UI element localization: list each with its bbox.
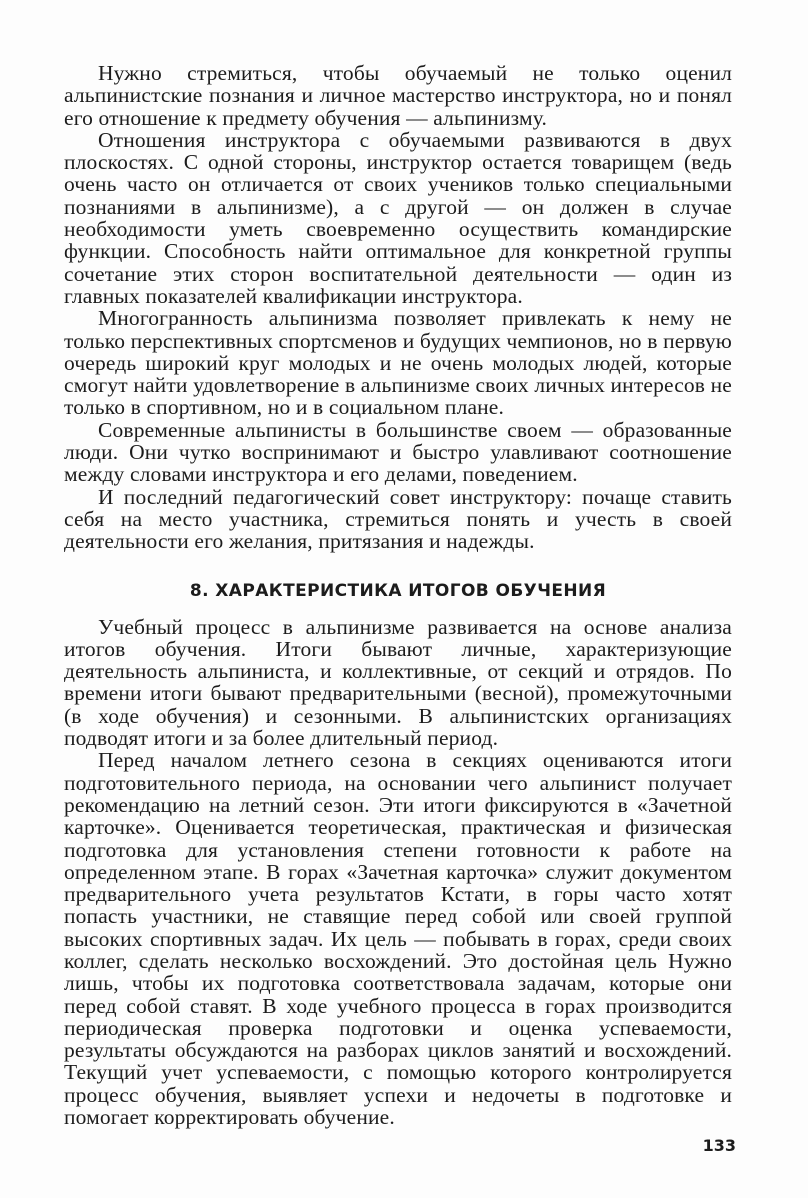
paragraph: Нужно стремиться, чтобы обучаемый не только оценил альпинистские познания и личное мастерство инструктора, но и понял его отношение к предмету обучения — альпинизму.	[64, 61, 732, 130]
paragraph: Отношения инструктора с обучаемыми развиваются в двух плоскостях. С одной стороны, инструктор остается товарищем (ведь очень часто он отличается от своих учеников только специальными познаниями в альпинизме), а с другой — он должен в случае необходимости уметь своевременно осуществить командирские функции. Способность найти оптимальное для конкретной группы сочетание этих сторон воспитательной деятельности — один из главных показателей квалификации инструктора.	[64, 127, 732, 308]
page-body	[64, 62, 732, 1128]
paragraph: И последний педагогический совет инструктору: почаще ставить себя на место участника, стремиться понять и учесть в своей деятельности его желания, притязания и надежды.	[64, 484, 732, 554]
page-number: 133	[702, 1136, 736, 1155]
section-heading: 8. ХАРАКТЕРИСТИКА ИТОГОВ ОБУЧЕНИЯ	[189, 580, 607, 601]
paragraph: Перед началом летнего сезона в секциях оцениваются итоги подготовительного периода, на основании чего альпинист получает рекомендацию на летний сезон. Эти итоги фиксируются в «Зачетной карточке». Оценивается теоретическая, практическая и физическая подготовка для установления степени готовности к работе на определенном этапе. В горах «Зачетная карточка» служит документом предварительного учета результатов Кстати, в горы часто хотят попасть участники, не ставящие перед собой или своей группой высоких спортивных задач. Их цель — побывать в горах, среди своих коллег, сделать несколько восхождений. Это достойная цель Нужно лишь, чтобы их подготовка соответствовала задачам, которые они перед собой ставят. В ходе учебного процесса в горах производится периодическая проверка подготовки и оценка успеваемости, результаты обсуждаются на разборах циклов занятий и восхождений. Текущий учет успеваемости, с помощью которого контролируется процесс обучения, выявляет успехи и недочеты в подготовке и помогает корректировать обучение.	[64, 748, 732, 1130]
paragraph: Учебный процесс в альпинизме развивается на основе анализа итогов обучения. Итоги бывают личные, характеризующие деятельность альпиниста, и коллективные, от секций и отрядов. По времени итоги бывают предварительными (весной), промежуточными (в ходе обучения) и сезонными. В альпинистских организациях подводят итоги и за более длительный период.	[64, 614, 732, 751]
paragraph: Многогранность альпинизма позволяет привлекать к нему не только перспективных спортсменов и будущих чемпионов, но в первую очередь широкий круг молодых и не очень молодых людей, которые смогут найти удовлетворение в альпинизме своих личных интересов не только в спортивном, но и в социальном плане.	[64, 306, 732, 420]
paragraph: Современные альпинисты в большинстве своем — образованные люди. Они чутко воспринимают и быстро улавливают соотношение между словами инструктора и его делами, поведением.	[64, 417, 732, 487]
